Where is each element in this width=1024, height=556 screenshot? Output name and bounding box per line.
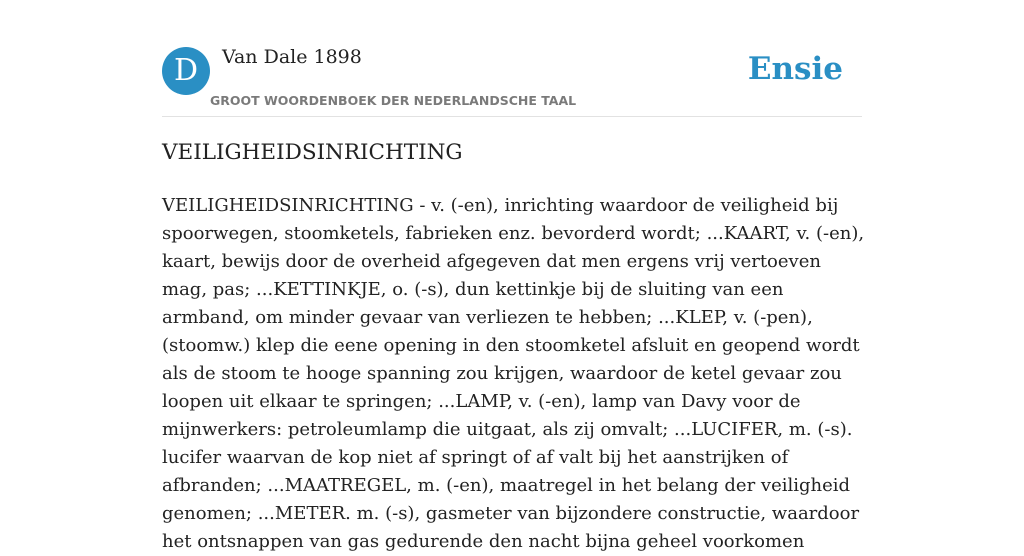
entry-headword: VEILIGHEIDSINRICHTING	[162, 140, 463, 165]
dictionary-avatar[interactable]: D	[162, 47, 210, 95]
entry-definition: VEILIGHEIDSINRICHTING - v. (-en), inrichting waardoor de veiligheid bij spoorwegen, stoomketels, fabrieken enz. bevorderd wordt; ...KAART, v. (-en), kaart, bewijs door de overheid afgegeven dat men ergens vrij vertoeven mag, pas; ...KETTINKJE, o. (-s), dun kettinkje bij de sluiting van een armband, om minder gevaar van verliezen te hebben; ...KLEP, v. (-pen), (stoomw.) klep die eene opening in den stoomketel afsluit en geopend wordt als de stoom te hooge spanning zou krijgen, waardoor de ketel gevaar zou loopen uit elkaar te springen; ...LAMP, v. (-en), lamp van Davy voor de mijnwerkers: petroleumlamp die uitgaat, als zij omvalt; ...LUCIFER, m. (-s). lucifer waarvan de kop niet af springt of af valt bij het aanstrijken of afbranden; ...MAATREGEL, m. (-en), maatregel in het belang der veiligheid genomen; ...METER. m. (-s), gasmeter van bijzondere constructie, waardoor het ontsnappen van gas gedurende den nacht bijna geheel voorkomen	[162, 195, 865, 552]
dictionary-title[interactable]: Van Dale 1898	[222, 46, 362, 68]
dictionary-subtitle: GROOT WOORDENBOEK DER NEDERLANDSCHE TAAL	[210, 93, 577, 108]
ensie-logo-link[interactable]: Ensie	[747, 51, 843, 87]
dictionary-header	[162, 0, 862, 117]
